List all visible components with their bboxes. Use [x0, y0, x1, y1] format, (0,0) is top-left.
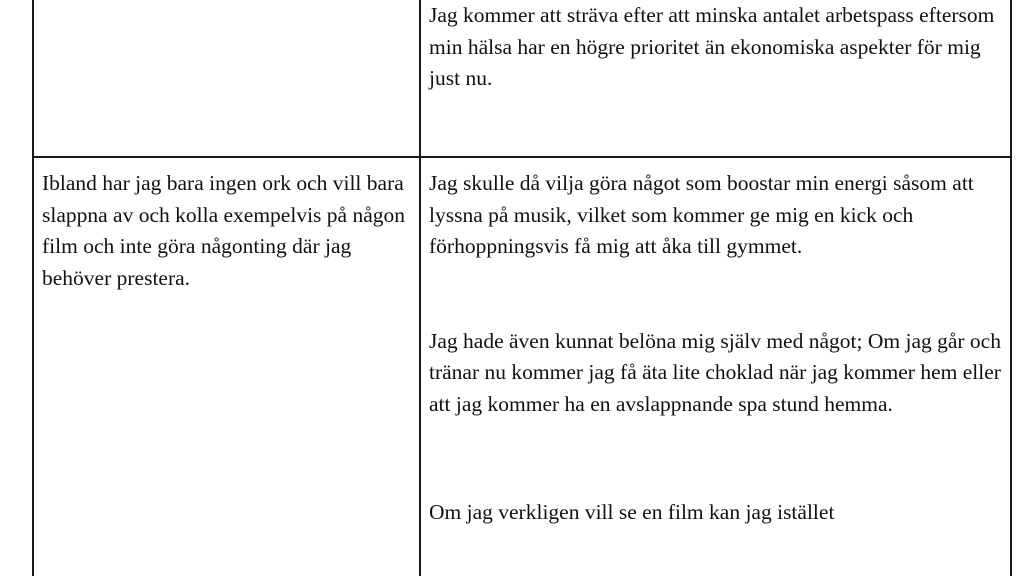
table-row: [33, 157, 1011, 576]
cell-text: Ibland har jag bara ingen ork och vill bara slappna av och kolla exempelvis på någon film och inte göra någonting där jag behöver prestera.: [42, 171, 406, 290]
table-row: [33, 0, 1011, 157]
document-table: [32, 0, 1012, 576]
cell-text: Jag kommer att sträva efter att minska antalet arbetspass eftersom min hälsa har en högre prioritet än ekonomiska aspekter för mig just nu.: [429, 3, 995, 90]
table-cell-right: [420, 0, 1011, 157]
cell-paragraph: Om jag verkligen vill se en film kan jag istället: [429, 500, 835, 524]
table-cell-left: [33, 0, 420, 157]
table-cell-right: [420, 157, 1011, 576]
table-cell-left: [33, 157, 420, 576]
cell-paragraph: Jag hade även kunnat belöna mig själv med något; Om jag går och tränar nu kommer jag få äta lite choklad när jag kommer hem eller att jag kommer ha en avslappnande spa stund hemma.: [429, 328, 1001, 416]
cell-paragraph: Jag skulle då vilja göra något som boostar min energi såsom att lyssna på musik, vilket som kommer ge mig en kick och förhoppningsvis få mig att åka till gymmet.: [429, 171, 974, 258]
